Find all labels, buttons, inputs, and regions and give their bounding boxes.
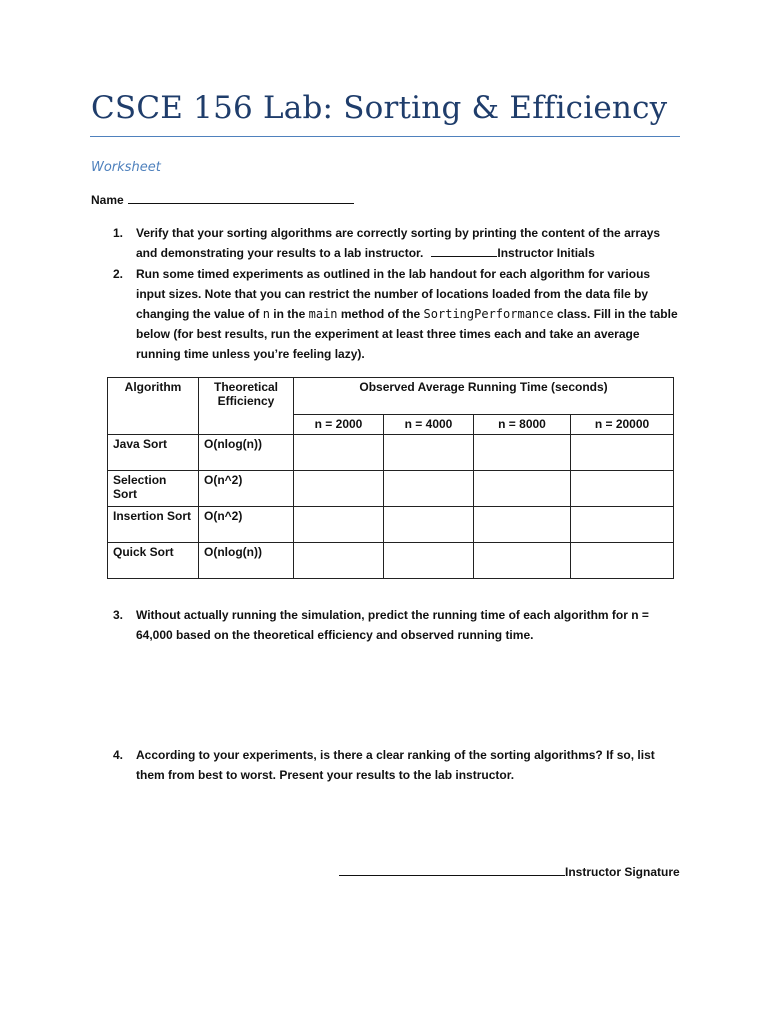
time-entry-cell[interactable] <box>384 471 474 507</box>
time-entry-cell[interactable] <box>474 507 571 543</box>
time-entry-cell[interactable] <box>294 543 384 579</box>
time-entry-cell[interactable] <box>384 435 474 471</box>
question-2-text-a: Run some timed experiments as outlined in the lab handout for each algorithm for various input sizes. Note that you can restrict the number of locations loaded from the data file by changing the value of <box>136 267 651 321</box>
question-2-text-c: method of the <box>340 307 421 321</box>
time-entry-cell[interactable] <box>294 435 384 471</box>
time-entry-cell[interactable] <box>294 471 384 507</box>
code-n: n <box>262 307 270 321</box>
question-2 <box>113 264 678 364</box>
header-algorithm: Algorithm <box>108 378 199 435</box>
algorithm-cell: Selection Sort <box>108 471 199 507</box>
efficiency-cell: O(nlog(n)) <box>199 543 294 579</box>
time-entry-cell[interactable] <box>294 507 384 543</box>
question-3-text: Without actually running the simulation, predict the running time of each algorithm for n = 64,000 based on the theoretical efficiency and observed running time. <box>136 608 649 642</box>
signature-label: Instructor Signature <box>565 865 680 879</box>
name-label: Name <box>91 193 124 207</box>
time-entry-cell[interactable] <box>384 543 474 579</box>
worksheet-subtitle: Worksheet <box>91 160 161 175</box>
page-title: CSCE 156 Lab: Sorting & Efficiency <box>91 90 668 126</box>
signature-blank-line[interactable] <box>339 866 565 876</box>
algorithm-cell: Quick Sort <box>108 543 199 579</box>
time-entry-cell[interactable] <box>571 435 674 471</box>
header-size: n = 4000 <box>384 415 474 435</box>
name-field[interactable] <box>91 193 354 207</box>
question-number: 3. <box>113 608 124 622</box>
time-entry-cell[interactable] <box>571 471 674 507</box>
time-entry-cell[interactable] <box>474 543 571 579</box>
question-number: 2. <box>113 267 124 281</box>
time-entry-cell[interactable] <box>474 435 571 471</box>
question-number: 1. <box>113 226 124 240</box>
code-main: main <box>308 307 338 321</box>
time-entry-cell[interactable] <box>571 507 674 543</box>
header-size: n = 20000 <box>571 415 674 435</box>
results-table <box>107 377 674 579</box>
table-row <box>108 543 674 579</box>
name-blank-line[interactable] <box>128 194 354 204</box>
time-entry-cell[interactable] <box>474 471 571 507</box>
efficiency-cell: O(nlog(n)) <box>199 435 294 471</box>
question-1-text: Verify that your sorting algorithms are correctly sorting by printing the content of the arrays and demonstrating your results to a lab instructor. <box>136 226 661 260</box>
code-class-name: SortingPerformance <box>423 307 554 321</box>
instructor-signature-field[interactable] <box>339 865 680 879</box>
initials-blank-line[interactable] <box>431 246 497 257</box>
table-row <box>108 435 674 471</box>
time-entry-cell[interactable] <box>384 507 474 543</box>
question-2-text-d: class. Fill in the table below (for best results, run the experiment at least three times each and take an average running time unless you’re feeling lazy). <box>136 307 678 361</box>
algorithm-cell: Insertion Sort <box>108 507 199 543</box>
question-4-text: According to your experiments, is there a clear ranking of the sorting algorithms? If so, list them from best to worst. Present your results to the lab instructor. <box>136 748 655 782</box>
initials-label: Instructor Initials <box>497 246 595 260</box>
header-theoretical-efficiency: Theoretical Efficiency <box>199 378 294 435</box>
efficiency-cell: O(n^2) <box>199 471 294 507</box>
header-observed-time: Observed Average Running Time (seconds) <box>294 378 674 415</box>
question-1 <box>113 223 678 263</box>
question-4 <box>113 745 678 785</box>
header-size: n = 2000 <box>294 415 384 435</box>
question-3 <box>113 605 678 645</box>
table-row <box>108 471 674 507</box>
table-row <box>108 507 674 543</box>
question-number: 4. <box>113 748 124 762</box>
title-divider <box>90 136 680 137</box>
efficiency-cell: O(n^2) <box>199 507 294 543</box>
header-size: n = 8000 <box>474 415 571 435</box>
time-entry-cell[interactable] <box>571 543 674 579</box>
algorithm-cell: Java Sort <box>108 435 199 471</box>
question-2-text-b: in the <box>273 307 306 321</box>
